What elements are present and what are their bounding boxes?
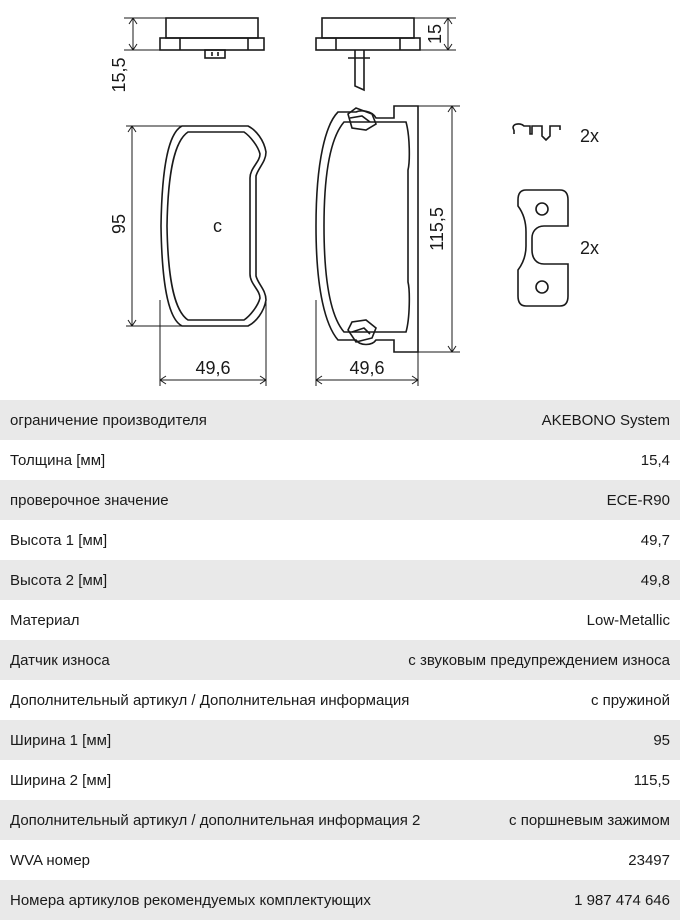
- dimension-height-left: [109, 126, 182, 326]
- spec-value: 115,5: [633, 771, 670, 789]
- spec-row-height-1: [0, 520, 680, 560]
- dimension-width-left: [160, 300, 266, 386]
- dim-label-top-left: 15,5: [109, 57, 129, 93]
- dim-label-height-left: 95: [109, 213, 129, 235]
- shim-plate-icon: [518, 190, 568, 306]
- spec-label: Ширина 1 [мм]: [10, 731, 112, 749]
- pad-marking: c: [213, 216, 222, 236]
- spec-row-additional-info: [0, 680, 680, 720]
- pad-front-view-right: [316, 106, 418, 352]
- spec-value: ECE-R90: [606, 491, 670, 509]
- spec-row-additional-info-2: [0, 800, 680, 840]
- dim-label-height-right: 115,5: [427, 207, 447, 251]
- spec-label: Номера артикулов рекомендуемых комплектующих: [10, 891, 371, 909]
- plate-count: 2x: [580, 238, 600, 258]
- spec-row-manufacturer-restriction: [0, 400, 680, 440]
- spec-label: Дополнительный артикул / дополнительная информация 2: [10, 811, 421, 829]
- dim-label-width-left: 49,6: [195, 358, 231, 378]
- spec-row-height-2: [0, 560, 680, 600]
- spec-row-test-value: [0, 480, 680, 520]
- dim-label-width-right: 49,6: [349, 358, 385, 378]
- dim-label-top-right: 15: [425, 23, 445, 45]
- spec-label: Ширина 2 [мм]: [10, 771, 112, 789]
- spec-row-wva-number: [0, 840, 680, 880]
- spec-value: 23497: [628, 851, 670, 869]
- spec-value: Low-Metallic: [586, 611, 670, 629]
- spec-value: с поршневым зажимом: [509, 811, 670, 829]
- spec-row-material: [0, 600, 680, 640]
- pad-side-view-right: [316, 18, 420, 90]
- spec-value: 15,4: [640, 451, 670, 469]
- spring-clip-icon: [513, 124, 560, 140]
- spec-label: Высота 1 [мм]: [10, 531, 108, 549]
- spec-label: Толщина [мм]: [10, 451, 106, 469]
- dimension-width-right: [316, 300, 418, 386]
- spec-label: ограничение производителя: [10, 411, 207, 429]
- spec-row-wear-sensor: [0, 640, 680, 680]
- technical-drawing: [0, 0, 680, 400]
- spec-row-thickness: [0, 440, 680, 480]
- spec-value: 1 987 474 646: [574, 891, 670, 909]
- spec-label: WVA номер: [10, 851, 91, 869]
- pad-front-view-left: [161, 126, 266, 326]
- spec-table: [0, 400, 680, 920]
- spec-value: 95: [653, 731, 670, 749]
- pad-side-view-left: [160, 18, 264, 58]
- spec-value: с звуковым предупреждением износа: [408, 651, 670, 669]
- spec-value: с пружиной: [590, 691, 670, 709]
- spec-label: Высота 2 [мм]: [10, 571, 108, 589]
- spec-label: Материал: [10, 611, 80, 629]
- spec-row-width-1: [0, 720, 680, 760]
- clip-count: 2x: [580, 126, 600, 146]
- spec-label: Датчик износа: [10, 651, 110, 669]
- spec-value: AKEBONO System: [541, 411, 670, 429]
- spec-label: проверочное значение: [10, 491, 169, 509]
- dimension-thickness-left: [109, 18, 166, 93]
- spec-value: 49,8: [640, 571, 670, 589]
- spec-row-width-2: [0, 760, 680, 800]
- spec-row-recommended-accessories: [0, 880, 680, 920]
- spec-value: 49,7: [640, 531, 670, 549]
- dimension-height-right: [418, 106, 460, 352]
- spec-label: Дополнительный артикул / Дополнительная информация: [10, 691, 410, 709]
